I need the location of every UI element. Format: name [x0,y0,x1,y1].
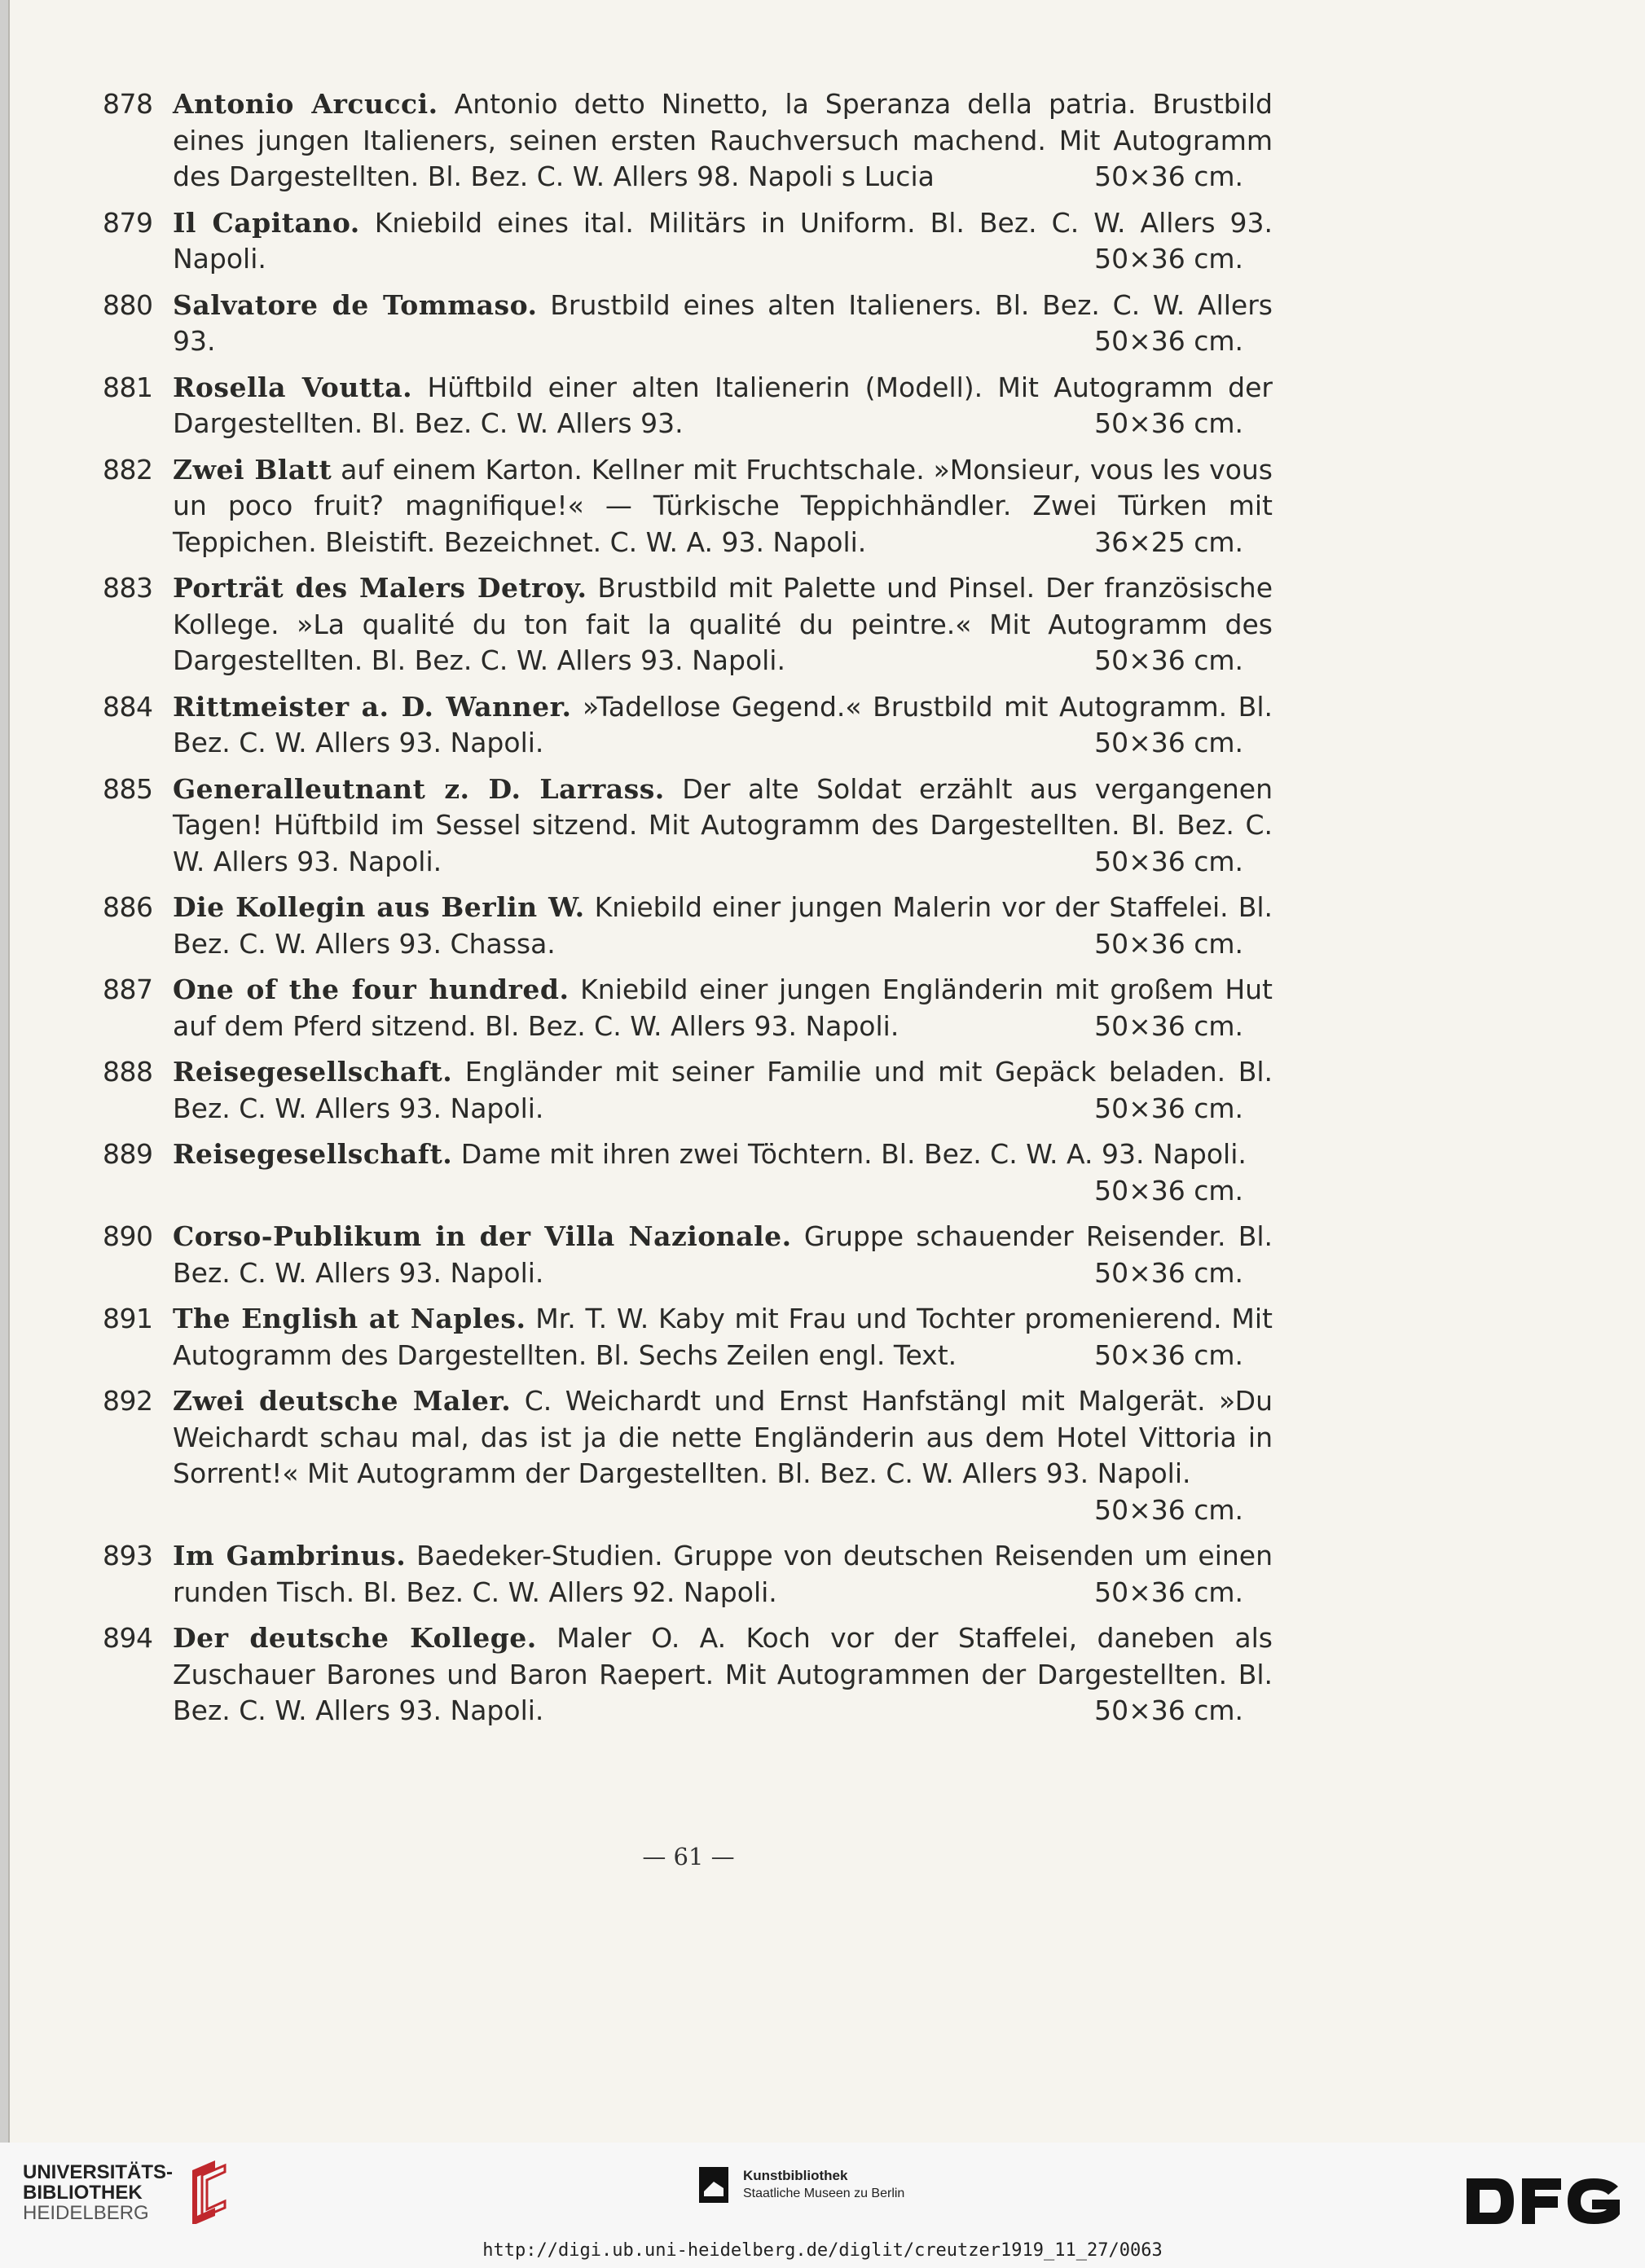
entry-dimensions: 50×36 cm. [1094,1694,1243,1726]
entry-description: Antonio detto Ninetto, la Speranza della patria. Brustbild eines jungen Italieners, seinen ersten Rauchversuch machend. Mit Autogramm des Dargestellten. Bl. Bez. C. W. Allers 98. Napoli s Lucia [173,88,1273,192]
entry-number: 888 [103,1056,153,1088]
ub-line-3: HEIDELBERG [23,2202,149,2224]
entry-body [173,1383,1273,1528]
entry-body [173,1538,1273,1611]
entry-title: Rittmeister a. D. Wanner. [173,690,572,723]
catalog-entry [103,1620,1273,1730]
catalog-entry [103,205,1273,278]
entry-description: auf einem Karton. Kellner mit Fruchtschale. »Monsieur, vous les vous un poco fruit? magnifique!« — Türkische Teppichhändler. Zwei Türken mit Teppichen. Bleistift. Bezeichnet. C. W. A. 93. Napoli. [173,453,1273,558]
entry-title: Reisegesellschaft. [173,1056,453,1088]
entry-dimensions: 50×36 cm. [1094,727,1243,758]
entry-title: Antonio Arcucci. [173,88,438,120]
entry-body [173,972,1273,1044]
entry-dimensions: 50×36 cm. [1094,1256,1243,1289]
entry-body [173,452,1273,561]
entry-dimensions: 50×36 cm. [1094,1009,1243,1042]
entry-title: Salvatore de Tommaso. [173,288,538,321]
entry-dimensions: 50×36 cm. [1094,325,1243,357]
catalog-entry [103,370,1273,442]
entry-title: Zwei deutsche Maler. [173,1385,512,1417]
entry-dimensions: 50×36 cm. [1094,1493,1243,1526]
catalog-entry [103,689,1273,762]
entry-title: Corso-Publikum in der Villa Nazionale. [173,1220,792,1252]
entry-number: 891 [103,1303,153,1334]
entry-body [173,86,1273,196]
catalog-entry [103,288,1273,360]
ub-heidelberg-logo[interactable] [23,2162,235,2224]
kunstbibliothek-emblem-icon [699,2167,728,2203]
entry-description: Brustbild mit Palette und Pinsel. Der französische Kollege. »La qualité du ton fait la qualité du peintre.« Mit Autogramm des Dargestellten. Bl. Bez. C. W. Allers 93. Napoli. [173,572,1273,676]
entry-title: Rosella Voutta. [173,371,413,403]
entry-number: 894 [103,1622,153,1654]
entry-body [173,1620,1273,1730]
catalog-entry [103,1136,1273,1209]
entry-description: Brustbild eines alten Italieners. Bl. Bez. C. W. Allers 93. [173,288,1273,357]
entry-number: 883 [103,572,153,604]
entry-title: One of the four hundred. [173,974,570,1005]
catalog-entry [103,1054,1273,1127]
dfg-logo[interactable] [1463,2175,1626,2231]
entry-number: 878 [103,88,153,120]
entry-description: »Tadellose Gegend.« Brustbild mit Autogramm. Bl. Bez. C. W. Allers 93. Napoli. [173,690,1273,758]
entry-dimensions: 50×36 cm. [1094,407,1243,439]
entry-number: 889 [103,1138,153,1170]
entry-dimensions: 50×36 cm. [1094,845,1243,877]
entry-dimensions: 50×36 cm. [1094,1092,1243,1124]
catalog-list [103,86,1273,1730]
catalog-entry [103,86,1273,196]
entry-title: Porträt des Malers Detroy. [173,572,587,604]
entry-number: 892 [103,1385,153,1417]
entry-description: Hüftbild einer alten Italienerin (Modell). Mit Autogramm der Dargestellten. Bl. Bez. C. W. Allers 93. [173,371,1273,439]
entry-description: Mr. T. W. Kaby mit Frau und Tochter promenierend. Mit Autogramm des Dargestellten. Bl. Sechs Zeilen engl. Text. [173,1303,1273,1371]
entry-title: Im Gambrinus. [173,1540,407,1571]
kb-subtitle: Staatliche Museen zu Berlin [743,2187,905,2200]
entry-dimensions: 50×36 cm. [1094,644,1243,676]
entry-dimensions: 36×25 cm. [1094,525,1243,558]
entry-description: C. Weichardt und Ernst Hanfstängl mit Malgerät. »Du Weichardt schau mal, das ist ja die nette Engländerin aus dem Hotel Vittoria in Sorrent!« Mit Autogramm der Dargestellten. Bl. Bez. C. W. Allers 93. Napoli. [173,1385,1273,1489]
entry-title: Reisegesellschaft. [173,1138,453,1170]
kb-title: Kunstbibliothek [743,2168,848,2183]
entry-body [173,1219,1273,1291]
entry-title: Zwei Blatt [173,453,332,486]
catalog-entry [103,452,1273,561]
catalog-entry [103,1301,1273,1374]
entry-number: 886 [103,891,153,923]
catalog-entry [103,972,1273,1044]
entry-description: Dame mit ihren zwei Töchtern. Bl. Bez. C. W. A. 93. Napoli. [452,1138,1247,1170]
entry-description: Gruppe schauender Reisender. Bl. Bez. C. W. Allers 93. Napoli. [173,1220,1273,1289]
entry-title: Der deutsche Kollege. [173,1622,537,1654]
page-number: — 61 — [642,1843,735,1870]
entry-body [173,205,1273,278]
entry-title: The English at Naples. [173,1303,526,1334]
entry-number: 881 [103,371,153,403]
entry-body [173,689,1273,762]
kunstbibliothek-text [743,2167,904,2203]
ub-emblem-icon [178,2159,235,2224]
entry-dimensions: 50×36 cm. [1094,927,1243,960]
entry-description: Kniebild einer jungen Malerin vor der Staffelei. Bl. Bez. C. W. Allers 93. Chassa. [173,891,1273,960]
dfg-logo-icon [1463,2175,1626,2227]
entry-dimensions: 50×36 cm. [1094,1338,1243,1371]
entry-body [173,370,1273,442]
entry-number: 885 [103,772,153,805]
entry-number: 887 [103,974,153,1005]
catalog-entry [103,1538,1273,1611]
entry-description: Engländer mit seiner Familie und mit Gepäck beladen. Bl. Bez. C. W. Allers 93. Napoli. [173,1056,1273,1124]
entry-description: Kniebild einer jungen Engländerin mit großem Hut auf dem Pferd sitzend. Bl. Bez. C. W. Allers 93. Napoli. [173,974,1273,1042]
catalog-entry [103,771,1273,881]
entry-dimensions: 50×36 cm. [1094,1174,1243,1207]
entry-body [173,771,1273,881]
entry-description: Der alte Soldat erzählt aus vergangenen Tagen! Hüftbild im Sessel sitzend. Mit Autogramm des Dargestellten. Bl. Bez. C. W. Allers 93. Napoli. [173,772,1273,877]
entry-number: 880 [103,288,153,321]
entry-number: 879 [103,206,153,239]
entry-title: Die Kollegin aus Berlin W. [173,891,585,923]
ub-logo-text [23,2162,173,2223]
entry-description: Baedeker-Studien. Gruppe von deutschen Reisenden um einen runden Tisch. Bl. Bez. C. W. Allers 92. Napoli. [173,1540,1273,1608]
entry-number: 884 [103,690,153,723]
entry-body [173,1301,1273,1374]
entry-description: Kniebild eines ital. Militärs in Uniform. Bl. Bez. C. W. Allers 93. Napoli. [173,206,1273,275]
entry-body [173,288,1273,360]
catalog-entry [103,890,1273,962]
entry-body [173,1054,1273,1127]
catalog-entry [103,570,1273,679]
catalog-entry [103,1383,1273,1528]
source-url[interactable]: http://digi.ub.uni-heidelberg.de/diglit/creutzer1919_11_27/0063 [482,2240,1163,2261]
entry-number: 890 [103,1220,153,1252]
ub-line-1: UNIVERSITÄTS- [23,2161,174,2183]
entry-body [173,570,1273,679]
entry-title: Il Capitano. [173,206,360,239]
entry-dimensions: 50×36 cm. [1094,243,1243,275]
entry-body [173,890,1273,962]
entry-body [173,1136,1273,1209]
kunstbibliothek-logo[interactable] [699,2167,904,2203]
entry-title: Generalleutnant z. D. Larrass. [173,772,665,805]
entry-dimensions: 50×36 cm. [1094,1576,1243,1608]
catalog-entry [103,1219,1273,1291]
entry-number: 893 [103,1540,153,1571]
entry-description: Maler O. A. Koch vor der Staffelei, daneben als Zuschauer Barones und Baron Raepert. Mit Autogrammen der Dargestellten. Bl. Bez. C. W. Allers 93. Napoli. [173,1622,1273,1726]
entry-number: 882 [103,453,153,486]
entry-dimensions: 50×36 cm. [1094,160,1243,192]
ub-line-2: BIBLIOTHEK [23,2182,143,2204]
